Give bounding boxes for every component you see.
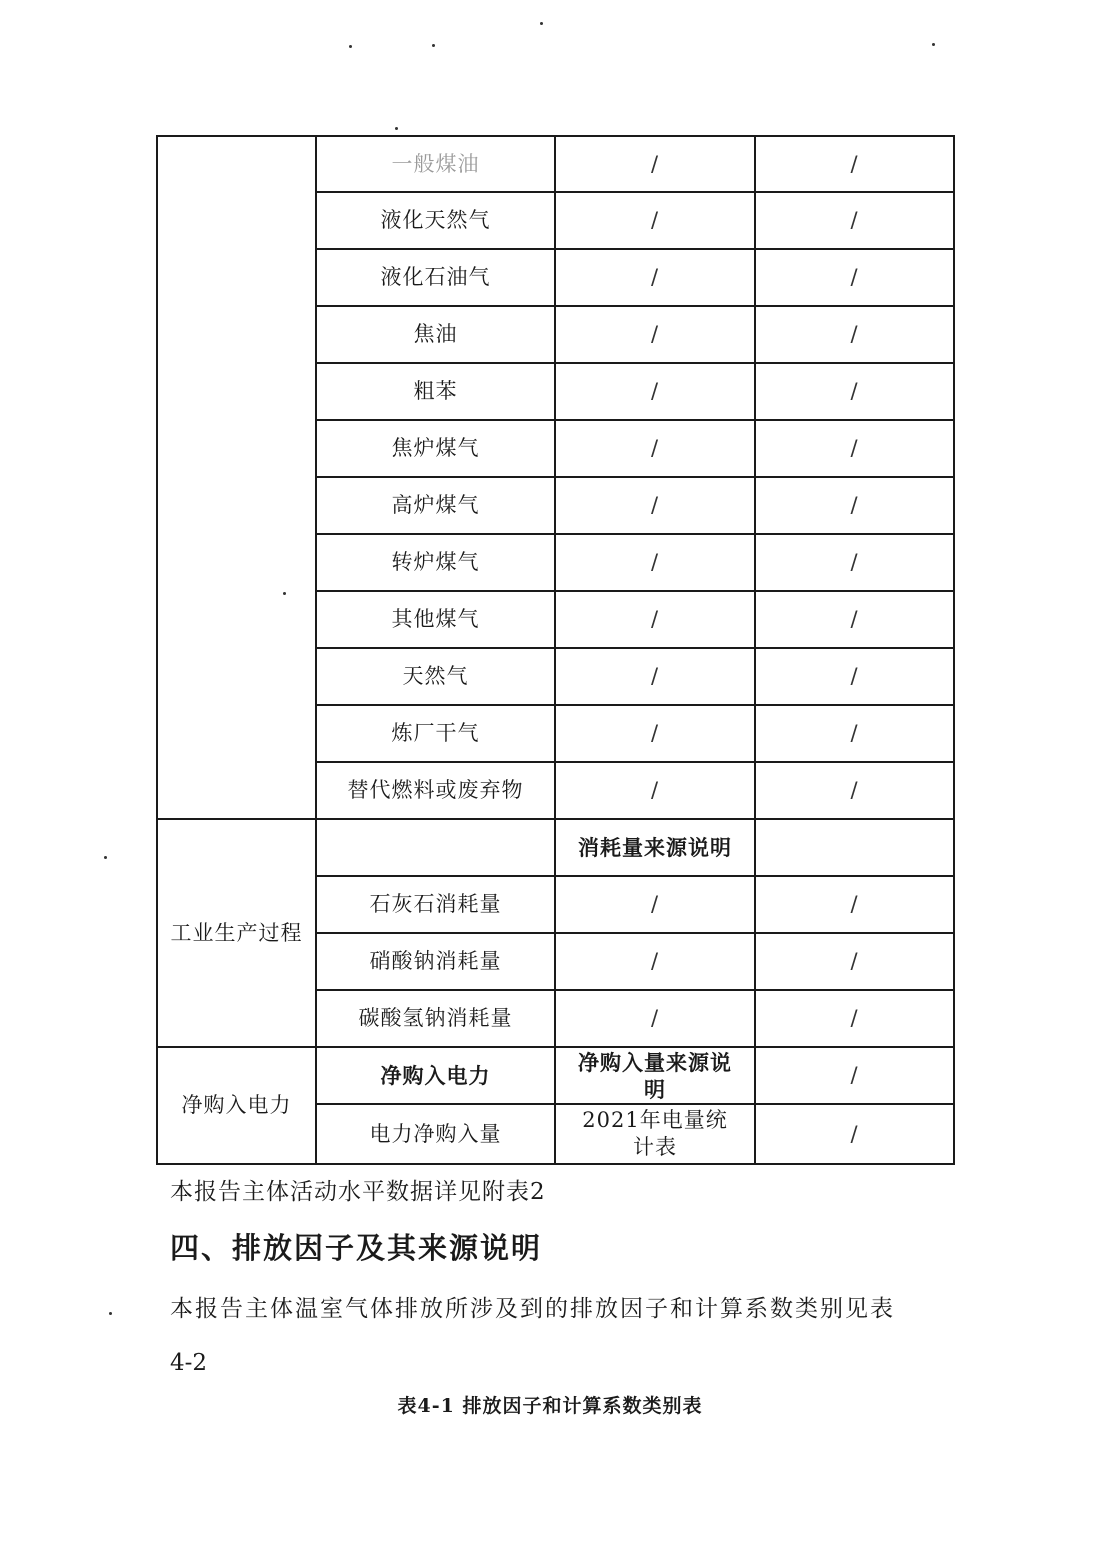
activity-data-table xyxy=(156,135,955,1165)
fuel-name-cell: 焦炉煤气 xyxy=(316,420,555,477)
fuel-name-cell: 高炉煤气 xyxy=(316,477,555,534)
table-caption: 表4-1 排放因子和计算系数类别表 xyxy=(397,1395,703,1417)
section-heading: 四、排放因子及其来源说明 xyxy=(170,1231,543,1265)
fuel-name-cell: 液化石油气 xyxy=(316,249,555,306)
source-header-cell: 消耗量来源说明 xyxy=(555,819,755,876)
fuel-name-cell: 天然气 xyxy=(316,648,555,705)
industrial-source-cell: / xyxy=(555,990,755,1047)
empty-header-cell xyxy=(755,819,954,876)
activity-data-note: 本报告主体活动水平数据详见附表2 xyxy=(170,1179,546,1205)
fuel-source-cell: / xyxy=(555,591,755,648)
category-cell-electricity: 净购入电力 xyxy=(157,1047,316,1164)
body-paragraph: 本报告主体温室气体排放所涉及到的排放因子和计算系数类别见表 xyxy=(170,1296,895,1322)
industrial-name-cell: 碳酸氢钠消耗量 xyxy=(316,990,555,1047)
fuel-note-cell: / xyxy=(755,648,954,705)
fuel-name-cell: 炼厂干气 xyxy=(316,705,555,762)
fuel-source-cell: / xyxy=(555,477,755,534)
electricity-note-header-cell: / xyxy=(755,1047,954,1104)
fuel-source-cell: / xyxy=(555,249,755,306)
fuel-note-cell: / xyxy=(755,477,954,534)
fuel-name-cell: 液化天然气 xyxy=(316,192,555,249)
fuel-source-cell: / xyxy=(555,648,755,705)
electricity-source-header-cell: 净购入量来源说明 xyxy=(555,1047,755,1104)
fuel-note-cell: / xyxy=(755,420,954,477)
fuel-source-cell: / xyxy=(555,705,755,762)
industrial-source-cell: / xyxy=(555,876,755,933)
scan-speck xyxy=(395,127,398,130)
fuel-source-cell: / xyxy=(555,136,755,192)
fuel-source-cell: / xyxy=(555,306,755,363)
table-row xyxy=(157,136,954,192)
industrial-note-cell: / xyxy=(755,933,954,990)
scan-speck xyxy=(349,45,352,48)
industrial-source-cell: / xyxy=(555,933,755,990)
fuel-name-cell: 粗苯 xyxy=(316,363,555,420)
fuel-source-cell: / xyxy=(555,762,755,819)
industrial-name-cell: 硝酸钠消耗量 xyxy=(316,933,555,990)
empty-header-cell xyxy=(316,819,555,876)
scan-speck xyxy=(104,856,107,859)
scan-speck xyxy=(432,44,435,47)
industrial-name-cell: 石灰石消耗量 xyxy=(316,876,555,933)
electricity-note-cell: / xyxy=(755,1104,954,1164)
fuel-note-cell: / xyxy=(755,363,954,420)
scan-speck xyxy=(932,43,935,46)
electricity-header-cell: 净购入电力 xyxy=(316,1047,555,1104)
fuel-name-cell: 转炉煤气 xyxy=(316,534,555,591)
fuel-source-cell: / xyxy=(555,534,755,591)
body-paragraph-continuation: 4-2 xyxy=(170,1350,208,1376)
industrial-note-cell: / xyxy=(755,990,954,1047)
fuel-source-cell: / xyxy=(555,363,755,420)
fuel-source-cell: / xyxy=(555,420,755,477)
fuel-note-cell: / xyxy=(755,762,954,819)
fuel-note-cell: / xyxy=(755,534,954,591)
fuel-name-cell: 其他煤气 xyxy=(316,591,555,648)
fuel-name-cell: 替代燃料或废弃物 xyxy=(316,762,555,819)
industrial-note-cell: / xyxy=(755,876,954,933)
fuel-source-cell: / xyxy=(555,192,755,249)
table-row xyxy=(157,819,954,876)
fuel-note-cell: / xyxy=(755,192,954,249)
fuel-name-cell: 焦油 xyxy=(316,306,555,363)
scan-speck xyxy=(109,1312,112,1315)
category-cell-industrial: 工业生产过程 xyxy=(157,819,316,1047)
fuel-note-cell: / xyxy=(755,249,954,306)
fuel-note-cell: / xyxy=(755,136,954,192)
fuel-name-cell: 一般煤油 xyxy=(316,136,555,192)
scan-speck xyxy=(540,22,543,25)
fuel-note-cell: / xyxy=(755,306,954,363)
category-cell-fuel xyxy=(157,136,316,819)
electricity-name-cell: 电力净购入量 xyxy=(316,1104,555,1164)
fuel-note-cell: / xyxy=(755,705,954,762)
electricity-source-cell: 2021年电量统计表 xyxy=(555,1104,755,1164)
fuel-note-cell: / xyxy=(755,591,954,648)
table-row xyxy=(157,1047,954,1104)
